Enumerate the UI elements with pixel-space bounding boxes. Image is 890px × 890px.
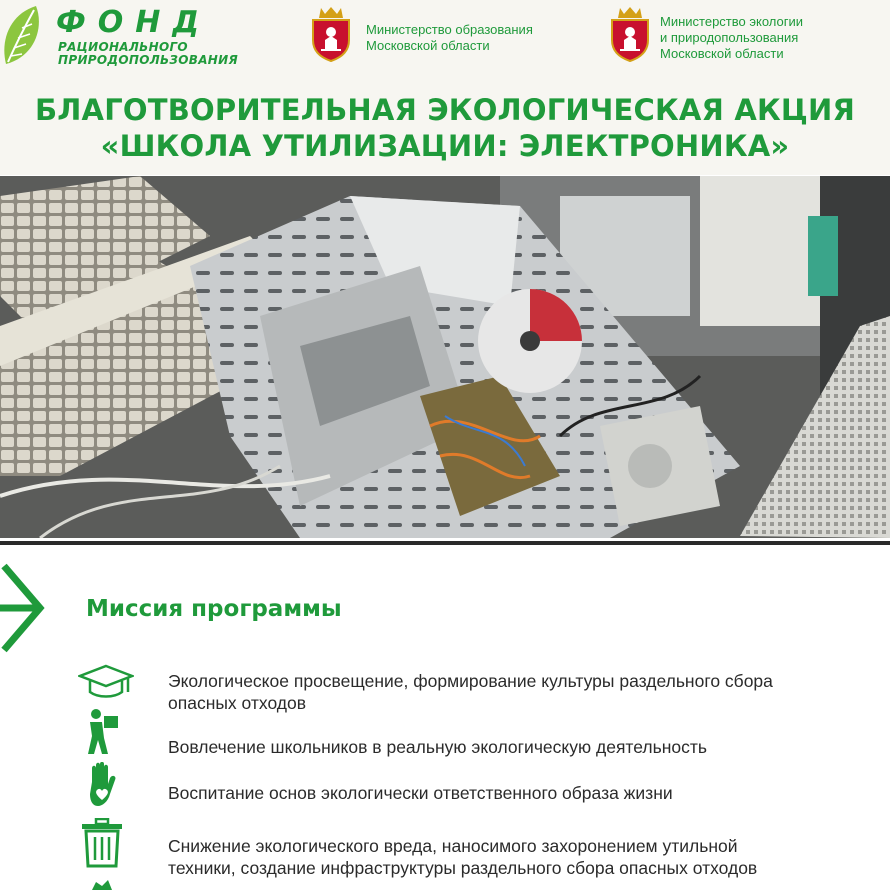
fund-title: ФОНД <box>56 5 212 40</box>
graduation-cap-icon <box>78 664 134 702</box>
ministry-line: и природопользования <box>660 30 799 45</box>
mission-item-line: Снижение экологического вреда, наносимого захоронением утильной <box>168 836 738 856</box>
mission-item-line: опасных отходов <box>168 693 307 713</box>
mission-item <box>168 782 868 804</box>
mission-item-line: Вовлечение школьников в реальную экологическую деятельность <box>168 737 708 757</box>
page-title-line: «ШКОЛА УТИЛИЗАЦИИ: ЭЛЕКТРОНИКА» <box>100 129 790 163</box>
ministry-line: Московской области <box>366 38 490 53</box>
mission-item-line: техники, создание инфраструктуры раздельного сбора опасных отходов <box>168 858 758 878</box>
moscow-region-coat-of-arms-icon <box>606 6 654 62</box>
ministry-line: Московской области <box>660 46 784 61</box>
e-waste-photo <box>0 176 890 538</box>
leaf-logo-icon <box>2 4 44 70</box>
page-title-line: БЛАГОТВОРИТЕЛЬНАЯ ЭКОЛОГИЧЕСКАЯ АКЦИЯ <box>34 93 856 127</box>
fund-subtitle-line: РАЦИОНАЛЬНОГО <box>58 40 188 54</box>
mission-item <box>168 736 868 758</box>
fund-subtitle <box>58 41 238 67</box>
mission-title: Миссия программы <box>86 596 342 622</box>
ministry-education <box>366 22 533 54</box>
trash-bin-icon <box>80 818 124 868</box>
page-title <box>0 92 890 164</box>
mission-item-line: Экологическое просвещение, формирование культуры раздельного сбора <box>168 671 773 691</box>
mission-item <box>168 670 868 714</box>
fund-subtitle-line: ПРИРОДОПОЛЬЗОВАНИЯ <box>58 53 239 67</box>
header <box>0 0 890 175</box>
ministry-line: Министерство образования <box>366 22 533 37</box>
chevron-right-icon <box>0 562 50 654</box>
hand-heart-icon <box>86 762 118 808</box>
mission-item-line: Воспитание основ экологически ответственного образа жизни <box>168 783 673 803</box>
ministry-line: Министерство экологии <box>660 14 803 29</box>
section-divider <box>0 541 890 545</box>
ministry-ecology <box>660 14 803 62</box>
next-item-icon <box>88 880 116 890</box>
moscow-region-coat-of-arms-icon <box>307 6 355 62</box>
mission-item <box>168 835 868 879</box>
person-carrying-box-icon <box>86 708 120 756</box>
